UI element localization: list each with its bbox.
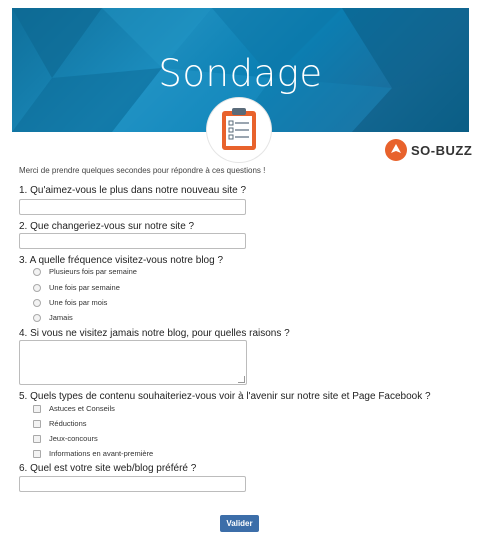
checkbox[interactable] (33, 435, 41, 443)
radio-option[interactable] (33, 313, 73, 322)
question-2-label: 2. Que changeriez-vous sur notre site ? (19, 221, 195, 232)
option-label: Plusieurs fois par semaine (49, 267, 137, 276)
option-label: Informations en avant-première (49, 449, 154, 458)
option-label: Une fois par semaine (49, 283, 120, 292)
question-4-textarea[interactable] (19, 340, 247, 385)
question-5-label: 5. Quels types de contenu souhaiteriez-vous voir à l'avenir sur notre site et Page Facebook ? (19, 391, 431, 402)
checkbox-option[interactable] (33, 434, 98, 443)
question-1-label: 1. Qu'aimez-vous le plus dans notre nouveau site ? (19, 185, 247, 196)
question-4-label: 4. Si vous ne visitez jamais notre blog, pour quelles raisons ? (19, 328, 290, 339)
question-1-input[interactable] (19, 199, 246, 215)
radio-option[interactable] (33, 267, 137, 276)
checkbox-option[interactable] (33, 404, 115, 413)
radio-button[interactable] (33, 268, 41, 276)
intro-text: Merci de prendre quelques secondes pour répondre à ces questions ! (19, 166, 266, 175)
brand-logo (385, 139, 472, 161)
question-3-label: 3. A quelle fréquence visitez-vous notre blog ? (19, 255, 224, 266)
option-label: Réductions (49, 419, 87, 428)
option-label: Jamais (49, 313, 73, 322)
clipboard-badge (207, 98, 271, 162)
checkbox[interactable] (33, 405, 41, 413)
checkbox-option[interactable] (33, 419, 87, 428)
radio-button[interactable] (33, 299, 41, 307)
question-6-input[interactable] (19, 476, 246, 492)
option-label: Astuces et Conseils (49, 404, 115, 413)
checkbox-option[interactable] (33, 449, 153, 458)
page-title: Sondage (158, 52, 323, 95)
question-6-label: 6. Quel est votre site web/blog préféré ? (19, 463, 197, 474)
resize-grip-icon[interactable] (238, 376, 245, 383)
option-label: Une fois par mois (49, 298, 108, 307)
radio-option[interactable] (33, 283, 120, 292)
clipboard-icon (219, 106, 259, 152)
submit-button[interactable]: Valider (220, 515, 259, 532)
option-label: Jeux-concours (49, 434, 98, 443)
radio-button[interactable] (33, 314, 41, 322)
checkbox[interactable] (33, 420, 41, 428)
radio-button[interactable] (33, 284, 41, 292)
question-2-input[interactable] (19, 233, 246, 249)
logo-text: SO-BUZZ (411, 142, 473, 158)
radio-option[interactable] (33, 298, 107, 307)
logo-icon (385, 139, 407, 161)
checkbox[interactable] (33, 450, 41, 458)
